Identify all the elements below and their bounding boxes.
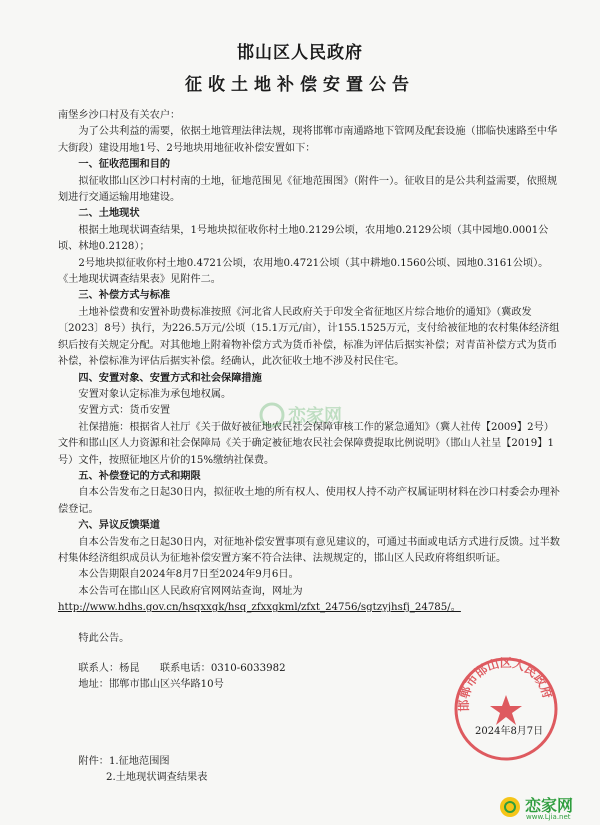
- section-5-text: 自本公告发布之日起30日内，拟征收土地的所有权人、使用权人持不动产权属证明材料在沙口村委会办理补偿登记。: [58, 487, 560, 515]
- snail-icon: [500, 797, 520, 817]
- brand-logo-text: 恋家网: [525, 796, 574, 815]
- watermark-logo: [258, 395, 354, 435]
- brand-logo-url: www.Ljia.net: [526, 813, 571, 821]
- website-link[interactable]: http://www.hdhs.gov.cn/hsqxxgk/hsq_zfxxgkml/zfxt_24756/sgtzyjhsfj_24785/。: [58, 602, 461, 614]
- section-1-text: 拟征收邯山区沙口村村南的土地，征地范围见《征地范围图》（附件一）。征收目的是公共利益需要，依照规划进行交通运输用地建设。: [58, 175, 558, 204]
- official-seal: [452, 655, 560, 763]
- section-3-text: 土地补偿费和安置补助费标准按照《河北省人民政府关于印发全省征地区片综合地价的通知》（冀政发〔2023〕8号）执行，为226.5万元/公顷（15.1万元/亩），计155.1525万元，支付给被征地的农村集体经济组织后按有关规定分配。对其他地上附着物补偿方式为货币补偿，标准为评估后据实补偿；对青苗补偿方式为货币补偿，补偿标准为评估后据实补偿。经确认，此次征收土地不涉及村民住宅。: [58, 306, 560, 368]
- contact-phone: 联系电话：0310-6033982: [159, 663, 286, 674]
- section-1-heading: 一、征收范围和目的: [78, 159, 171, 171]
- query-text: 本公告可在邯山区人民政府官网网站查询，网址为: [78, 585, 303, 597]
- contact-person: 联系人：杨昆: [78, 663, 140, 674]
- star-icon: [490, 695, 522, 725]
- section-6-heading: 六、异议反馈渠道: [78, 520, 160, 532]
- watermark-text: 恋家网: [288, 406, 342, 427]
- section-4-text-3: 社保措施：根据省人社厅《关于做好被征地农民社会保障审核工作的紧急通知》（冀人社传【2009】2号）文件和邯山区人力资源和社会保障局《关于确定被征地农民社会保障费提取比例说明》（邯山人社呈【2019】1号）文件，按照征地区片价的15%缴纳社保费。: [58, 421, 554, 466]
- section-4-text-1: 安置对象认定标准为承包地权属。: [78, 388, 232, 400]
- attachment-1: 附件：1.征地范围图: [78, 755, 170, 767]
- section-4-heading: 四、安置对象、安置方式和社会保障措施: [78, 372, 262, 384]
- intro-paragraph: 为了公共利益的需要，依据土地管理法律法规，现将邯郸市南通路地下管网及配套设施（邯临快速路至中华大街段）建设用地1号、2号地块用地征收补偿安置如下：: [58, 126, 558, 154]
- section-5-heading: 五、补偿登记的方式和期限: [78, 470, 201, 482]
- section-2-text-2: 2号地块拟征收你村土地0.4721公顷，农用地0.4721公顷（其中耕地0.1560公顷、园地0.3161公顷）。《土地现状调查结果表》见附件二。: [58, 257, 549, 286]
- section-3-heading: 三、补偿方式与标准: [78, 290, 171, 302]
- salutation: 南堡乡沙口村及有关农户：: [58, 110, 181, 121]
- issuer-title: 邯山区人民政府: [237, 43, 363, 63]
- seal-text: 邯郸市邯山区人民政府: [456, 655, 555, 712]
- section-2-text-1: 根据土地现状调查结果，1号地块拟征收你村土地0.2129公顷，农用地0.2129公顷（其中园地0.0001公顷、林地0.2128）；: [58, 224, 549, 253]
- attachment-2: 2.土地现状调查结果表: [106, 772, 208, 784]
- address-line: 地址：邯郸市邯山区兴华路10号: [78, 679, 224, 691]
- section-4-text-2: 安置方式：货币安置: [78, 405, 171, 417]
- closing-text: 特此公告。: [78, 632, 130, 644]
- seal-date: 2024年8月7日: [475, 726, 544, 737]
- period-text: 本公告期限自2024年8月7日至2024年9月6日。: [78, 569, 299, 581]
- notice-title: 征收土地补偿安置公告: [185, 75, 415, 95]
- section-6-text: 自本公告发布之日起30日内，对征地补偿安置事项有意见建议的，可通过书面或电话方式进行反馈。过半数村集体经济组织成员认为征地补偿安置方案不符合法律、法规规定的，邯山区人民政府将组织听证。: [58, 536, 560, 564]
- section-2-heading: 二、土地现状: [78, 208, 140, 220]
